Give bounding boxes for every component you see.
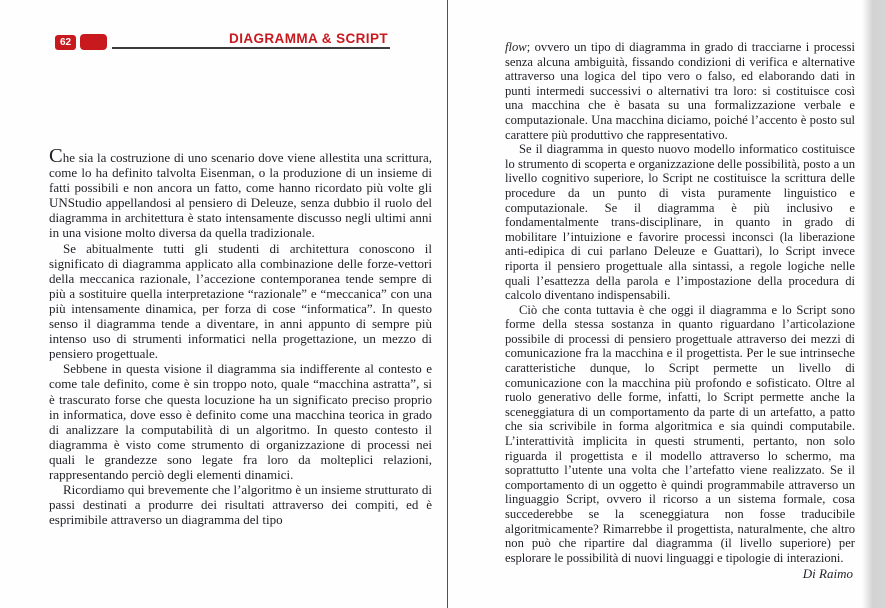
- left-text-column: [49, 145, 432, 528]
- right-text-column: [505, 40, 855, 582]
- drop-cap: C: [49, 145, 63, 167]
- italic-term: flow: [505, 40, 527, 54]
- author-signature: Di Raimo: [802, 566, 853, 582]
- right-page: [447, 0, 886, 608]
- right-paragraphs: [505, 40, 855, 565]
- red-marker-badge: [80, 34, 107, 50]
- paragraph: Ricordiamo qui brevemente che l’algoritmo è un insieme strutturato di passi destinati a produrre dei risultati attraverso dei compiti, ed è esprimibile attraverso un diagramma del tipo: [49, 482, 432, 528]
- paragraph: Che sia la costruzione di uno scenario dove viene allestita una scrittura, come lo ha definito talvolta Eisenman, o la produzione di un insieme di fatti possibili e non ancora un fatto, come hanno ricordato più volte gli UNStudio appellandosi al pensiero di Deleuze, senza dubbio il ruolo del diagramma in architettura è stato intensamente discusso negli ultimi anni in una visione molto diversa da quella tradizionale.: [49, 145, 432, 241]
- paragraph: Sebbene in questa visione il diagramma sia indifferente al contesto e come tale definito, come è sin troppo noto, quale “macchina astratta”, si è trascurato forse che questa locuzione ha un significato preciso proprio in informatica, dove esso è definito come una macchina teorica in grado di analizzare la computabilità di un algoritmo. In questo contesto il diagramma è visto come strumento di organizzazione di processi nei quali le grandezze sono legate fra loro da molteplici relazioni, rappresentando perciò degli elementi dinamici.: [49, 361, 432, 482]
- paragraph: Se il diagramma in questo nuovo modello informatico costituisce lo strumento di scoperta e organizzazione delle possibilità, posto a un livello cognitivo superiore, lo Script ne costituisce la scrittura delle procedure da un punto di vista puramente linguistico e computazionale. Se il diagramma è più inclusivo e fondamentalmente trans-disciplinare, in quanto in grado di mobilitare l’intuizione e favorire processi inconsci (la liberazione anti-edipica di cui parlano Deleuze e Guattari), lo Script invece riporta il pensiero progettuale alla sintassi, a regole logiche nelle quali l’esattezza della parola e l’impostazione della procedura di calcolo diventano indispensabili.: [505, 142, 855, 303]
- page-number-badge: 62: [55, 35, 76, 50]
- paragraph: Se abitualmente tutti gli studenti di architettura conoscono il significato di diagramma applicato alla combinazione delle forze-vettori della meccanica razionale, l’accezione contemporanea tende sempre di più a sostituire quella interpretazione “razionale” e “meccanica” con una più intensamente dinamica, per forza di cose “informatica”. In questo senso il diagramma tende a diventare, in anni appunto di sempre più intenso uso di strumenti informatici nella progettazione, un mezzo di pensiero progettuale.: [49, 240, 432, 362]
- header-rule: [112, 47, 390, 49]
- paragraph: flow; ovvero un tipo di diagramma in grado di tracciarne i processi senza alcuna ambiguità, fissando condizioni di verifica e alternative attraverso una logica del tipo vero o falso, ed elaborando dati in punti intermedi successivi o alternativi tra loro: si costituisce così una macchina che è basata su una formalizzazione verbale e computazionale. Una macchina diciamo, poiché l’accento è posto sul carattere più produttivo che rappresentativo.: [505, 40, 855, 142]
- paragraph: Ciò che conta tuttavia è che oggi il diagramma e lo Script sono forme della stessa sostanza in quanto riguardano l’articolazione possibile di processi di pensiero progettuale attraverso dei mezzi di comunicazione fra la macchina e il progettista. Per le sue intrinseche caratteristiche dunque, lo Script permette un livello di comunicazione con la macchina più profondo e sofisticato. Oltre al ruolo generativo delle forme, infatti, lo Script permette anche la sceneggiatura di un comportamento da parte di un artefatto, a patto che sia scrivibile in forma algoritmica e sia quindi computabile. L’interattività implicita in questi strumenti, pertanto, non solo riguarda il progettista e il modello attraverso lo schermo, ma soprattutto l’utente una volta che l’artefatto viene realizzato. Se il comportamento di un oggetto è quindi programmabile attraverso un linguaggio Script, ovvero il ricorso a un sistema formale, cosa succederebbe se la sceneggiatura non fosse traducibile algoritmicamente? Rimarrebbe il progettista, naturalmente, che altro non può che ripartire dal diagramma (il livello superiore) per esplorare le possibilità di nuovi linguaggi e tipologie di interazioni.: [505, 302, 855, 565]
- page-edge-shadow: [862, 0, 886, 608]
- left-paragraphs: [49, 145, 432, 528]
- running-header-title: DIAGRAMMA & SCRIPT: [229, 31, 388, 46]
